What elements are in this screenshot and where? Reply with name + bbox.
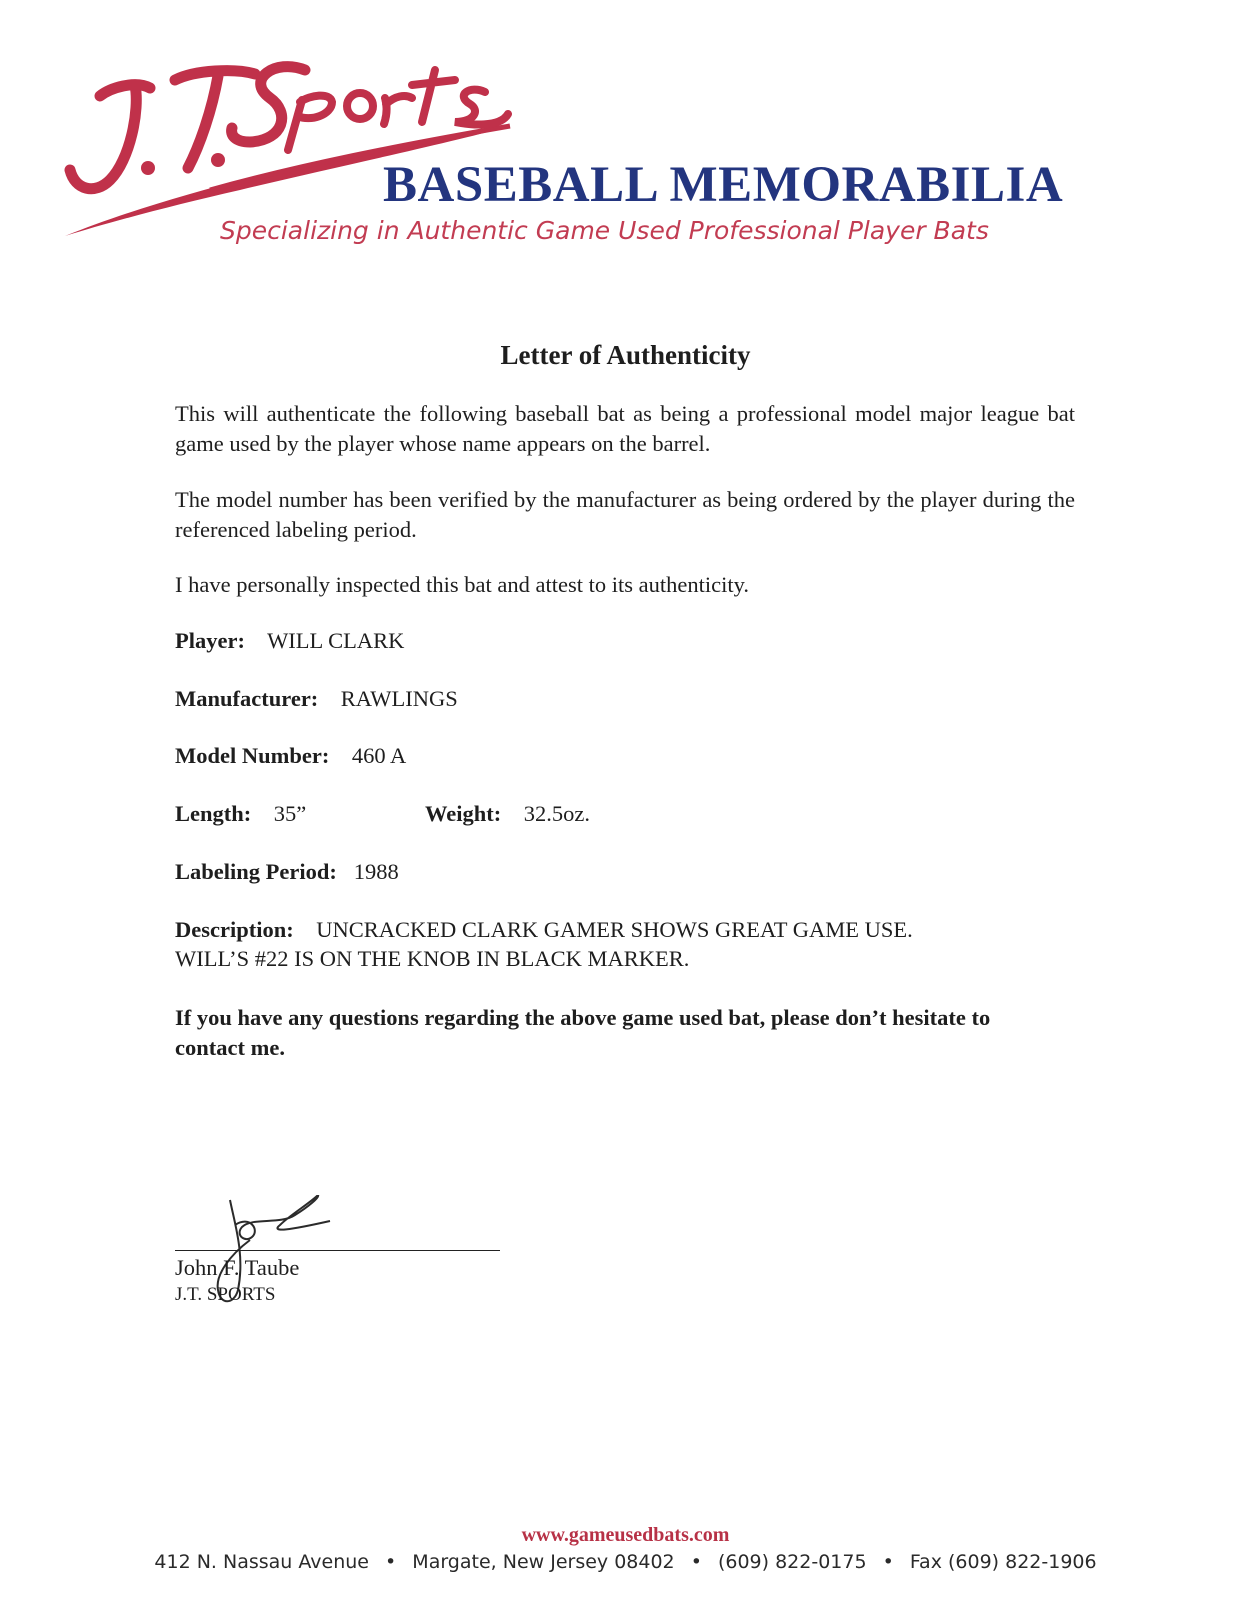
signer-name: John F. Taube — [175, 1255, 300, 1280]
signer-company: J.T. SPORTS — [175, 1284, 276, 1305]
length-field — [175, 801, 306, 827]
model-number-value: 460 A — [351, 743, 407, 768]
street-address: 412 N. Nassau Avenue — [154, 1551, 369, 1573]
website-link[interactable]: www.gameusedbats.com — [521, 1524, 730, 1546]
manufacturer-value: RAWLINGS — [340, 686, 458, 711]
player-label: Player: — [175, 628, 245, 653]
city-state-zip: Margate, New Jersey 08402 — [412, 1551, 675, 1573]
length-value: 35” — [273, 801, 307, 826]
player-value: WILL CLARK — [267, 628, 405, 653]
weight-value: 32.5oz. — [523, 801, 590, 826]
description-line2: WILL’S #22 IS ON THE KNOB IN BLACK MARKER. — [175, 946, 690, 971]
letter-title: Letter of Authenticity — [500, 340, 751, 370]
manufacturer-label: Manufacturer: — [175, 686, 319, 711]
model-number-field — [175, 743, 406, 769]
manufacturer-field — [175, 686, 458, 712]
paragraph-3: I have personally inspected this bat and attest to its authenticity. — [175, 572, 750, 597]
labeling-period-label: Labeling Period: — [175, 859, 337, 884]
weight-label: Weight: — [425, 801, 502, 826]
paragraph-2: The model number has been verified by the manufacturer as being ordered by the player during the referenced labeling period. — [175, 487, 1075, 542]
weight-field — [425, 801, 590, 827]
separator-dot: • — [882, 1551, 894, 1573]
paragraph-1: This will authenticate the following baseball bat as being a professional model major league bat game used by the player whose name appears on the barrel. — [175, 401, 1075, 456]
closing-statement: If you have any questions regarding the above game used bat, please don’t hesitate to contact me. — [175, 1005, 991, 1060]
description-field — [175, 917, 913, 943]
separator-dot: • — [690, 1551, 702, 1573]
brand-tagline: Specializing in Authentic Game Used Professional Player Bats — [220, 216, 989, 245]
length-label: Length: — [175, 801, 252, 826]
brand-name: BASEBALL MEMORABILIA — [383, 157, 1064, 213]
model-number-label: Model Number: — [175, 743, 330, 768]
phone-number: (609) 822-0175 — [717, 1551, 867, 1573]
labeling-period-value: 1988 — [353, 859, 399, 884]
labeling-period-field — [175, 859, 399, 885]
separator-dot: • — [385, 1551, 397, 1573]
footer-address — [0, 1551, 1251, 1573]
description-value-line1: UNCRACKED CLARK GAMER SHOWS GREAT GAME USE. — [316, 917, 913, 942]
player-field — [175, 628, 404, 654]
fax-number: Fax (609) 822-1906 — [909, 1551, 1097, 1573]
description-label: Description: — [175, 917, 294, 942]
signature-line — [175, 1250, 500, 1251]
letterhead-logo — [40, 40, 1080, 255]
